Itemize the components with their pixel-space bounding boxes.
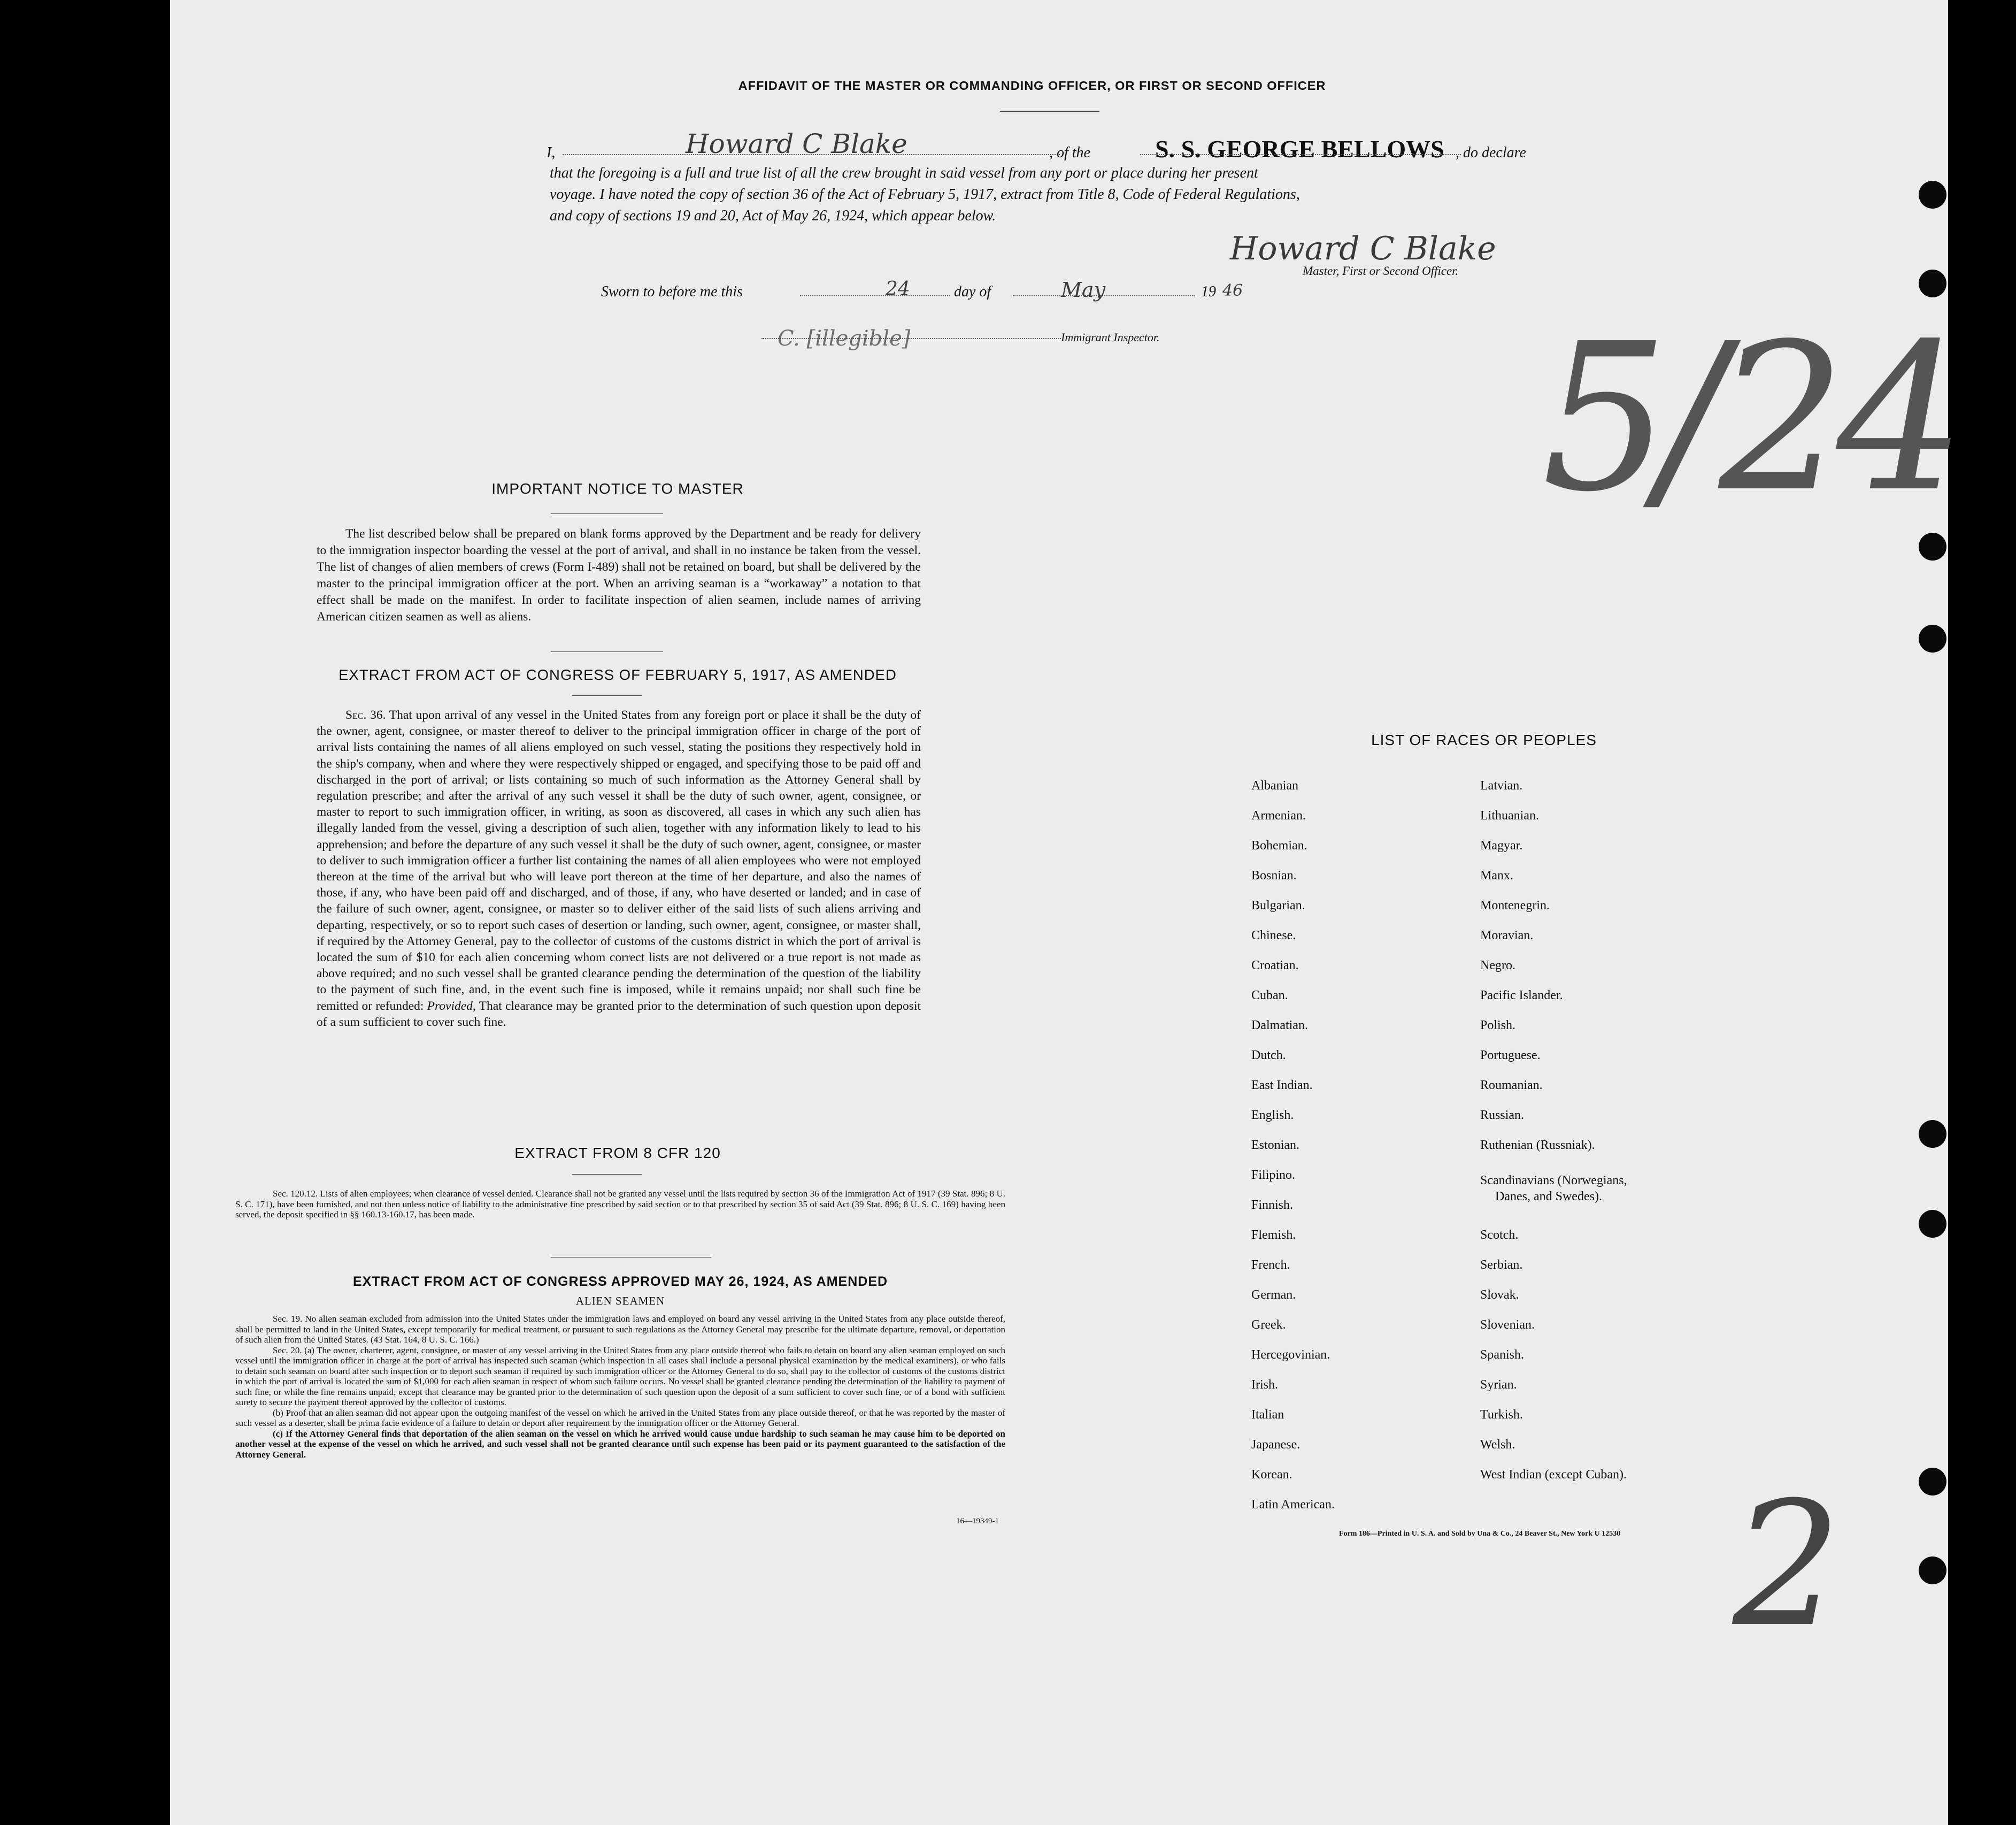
declaration-line-2: voyage. I have noted the copy of section 36 of the Act of February 5, 1917, extract from Title 8, Code of Federal Regulations,	[550, 186, 1300, 203]
race-item: Magyar.	[1480, 839, 1523, 853]
race-item: Negro.	[1480, 958, 1515, 972]
sec36-text-end: That clearance may be granted prior to the determination of such question upon deposit of a sum sufficient to cover such fine.	[317, 999, 921, 1029]
punch-hole	[1919, 533, 1946, 561]
race-item: German.	[1251, 1288, 1296, 1302]
race-item: Japanese.	[1251, 1438, 1301, 1452]
race-item: Roumanian.	[1480, 1078, 1543, 1092]
master-signature: Howard C Blake	[686, 128, 907, 159]
race-item: Scotch.	[1480, 1228, 1519, 1242]
sworn-day: 24	[886, 278, 910, 300]
race-item: Syrian.	[1480, 1378, 1517, 1392]
inspector-signature: C. [illegible]	[778, 326, 911, 351]
inspector-line	[761, 326, 1211, 369]
divider	[572, 1174, 642, 1175]
sec36-text: That upon arrival of any vessel in the United States from any foreign port or place it shall be the duty of the owner, agent, consignee, or master thereof to deliver to the principal immigration officer in charge of the port of arrival lists containing the names of all aliens employed on such vessel, stating the positions they respectively hold in the ship's company, when and where they were respectively shipped or engaged, and specifying those to be paid off and discharged in the port of arrival; or lists containing so much of such information as the Attorney General shall by regulation prescribe; and after the arrival of any such vessel it shall be the duty of such owner, agent, consignee, or master to report to such immigration officer, in writing, as soon as discovered, all cases in which any such alien has illegally landed from the vessel, giving a description of such alien, together with any information likely to lead to his apprehension; and before the departure of any such vessel it shall be the duty of such owner, agent, consignee, or master to deliver to such immigration officer a further list containing the names of all alien employees who were not employed thereon at the time of the arrival but who will leave port thereon at the time of her departure, and also the names of those, if any, who have been paid off and discharged, and of those, if any, who have deserted or landed; and in case of the failure of such owner, agent, consignee, or master so to deliver either of the said lists of such aliens arriving and departing, respectively, or so to report such cases of desertion or landing, such owner, agent, consignee, or master shall, if required by the Attorney General, pay to the collector of customs of the customs district in which the port of arrival is located the sum of $10 for each alien concerning whom correct lists are not delivered or a true report is not made as above required; and no such vessel shall be granted clearance pending the determination of the question of the liability to the payment of such fine, and, in the event such fine is imposed, while it remains unpaid; nor shall such fine be remitted or refunded:	[317, 708, 921, 1013]
race-item: Irish.	[1251, 1378, 1278, 1392]
race-item: Latvian.	[1480, 779, 1523, 793]
signature-dotline	[563, 154, 1060, 155]
declaration-line-1: that the foregoing is a full and true list of all the crew brought in said vessel from any port or place during her present	[550, 165, 1258, 181]
race-item: West Indian (except Cuban).	[1480, 1468, 1627, 1482]
signature-caption: Master, First or Second Officer.	[1303, 264, 1459, 278]
sec20a-text: Sec. 20. (a) The owner, charterer, agent, consignee, or master of any vessel arriving in the United States from any place outside thereof who fails to detain on board any alien seaman employed on such vessel until the immigration officer in charge at the port of arrival has inspected such seaman (which inspection in all cases shall include a personal physical examination by the medical examiners), or who fails to detain such seaman on board after such inspection or to deport such seaman if required by such immigration officer or the Attorney General to do so, shall pay to the collector of customs of the customs district in which the port of arrival is located the sum of $1,000 for each alien seaman in respect of whom such failure occurs. No vessel shall be granted clearance pending the determination of the liability to payment of such fine, or while the fine remains unpaid, except that clearance may be granted prior to the determination of such question upon the deposit of a sum sufficient to cover such fine, or of a bond with sufficient surety to secure the payment thereof approved by the collector of customs.	[235, 1345, 1005, 1407]
race-item: Portuguese.	[1480, 1048, 1541, 1062]
race-item: Bohemian.	[1251, 839, 1307, 853]
race-item: Dutch.	[1251, 1048, 1286, 1062]
divider	[1000, 111, 1099, 112]
extract-1924-body	[235, 1314, 1005, 1460]
race-item: Albanian	[1251, 779, 1298, 793]
year-prefix: 19	[1201, 283, 1216, 300]
race-item: Scandinavians (Norwegians,	[1480, 1174, 1627, 1187]
race-item: Italian	[1251, 1408, 1284, 1422]
race-item: French.	[1251, 1258, 1290, 1272]
race-item: Serbian.	[1480, 1258, 1523, 1272]
handwritten-date: 5/24	[1519, 300, 1975, 536]
declarant-line	[547, 128, 1557, 166]
sec36-label: Sec. 36.	[345, 708, 386, 722]
race-item: Dalmatian.	[1251, 1018, 1308, 1032]
race-item: Greek.	[1251, 1318, 1286, 1332]
punch-hole	[1919, 1120, 1946, 1148]
extract-cfr-body: Sec. 120.12. Lists of alien employees; when clearance of vessel denied. Clearance shall not be granted any vessel until the lists required by section 36 of the Immigration Act of 1917 (39 Stat. 896; 8 U. S. C. 171), have been furnished, and not then unless notice of liability to the administrative fine prescribed by said section or to that prescribed by section 35 of said Act (39 Stat. 896; 8 U. S. C. 169) having been served, the deposit specified in §§ 160.13-160.17, has been made.	[235, 1188, 1005, 1220]
race-item: Manx.	[1480, 869, 1513, 883]
race-item: Filipino.	[1251, 1168, 1296, 1182]
divider	[551, 651, 663, 652]
race-item: Lithuanian.	[1480, 809, 1539, 823]
notice-title: IMPORTANT NOTICE TO MASTER	[491, 480, 744, 497]
of-the-label: , of the	[1049, 144, 1090, 161]
year-suffix: 46	[1222, 281, 1243, 300]
races-title: LIST OF RACES OR PEOPLES	[1371, 732, 1597, 748]
divider	[551, 513, 663, 514]
handwritten-page-number: 2	[1733, 1466, 1842, 1665]
race-item: Flemish.	[1251, 1228, 1296, 1242]
extract-1924-subtitle: ALIEN SEAMEN	[575, 1294, 665, 1307]
race-item: Russian.	[1480, 1108, 1525, 1122]
sec20c-text: (c) If the Attorney General finds that deportation of the alien seaman on the vessel on which he arrived would cause undue hardship to such seaman he may cause him to be deported on another vessel at the expense of the vessel on which he arrived, and such vessel shall not be granted clearance until such expense has been paid or its payment guaranteed to the satisfaction of the Attorney General.	[235, 1428, 1005, 1460]
race-item: Welsh.	[1480, 1438, 1515, 1452]
punch-hole	[1919, 270, 1946, 297]
inspector-caption: Immigrant Inspector.	[1061, 331, 1160, 344]
notice-body: The list described below shall be prepared on blank forms approved by the Department and be ready for delivery to the immigration inspector boarding the vessel at the port of arrival, and shall in no instance be taken from the vessel. The list of changes of alien members of crews (Form I-489) shall not be retained on board, but shall be delivered by the master to the principal immigration officer at the port. When an arriving seaman is a “workaway” a notation to that effect shall be made on the manifest. In order to facilitate inspection of alien seamen, include names of arriving American citizen seamen as well as aliens.	[317, 527, 921, 624]
extract-cfr-title: EXTRACT FROM 8 CFR 120	[514, 1145, 721, 1161]
affidavit-title: AFFIDAVIT OF THE MASTER OR COMMANDING OFFICER, OR FIRST OR SECOND OFFICER	[738, 79, 1326, 93]
race-item: Spanish.	[1480, 1348, 1525, 1362]
race-item: Danes, and Swedes).	[1495, 1190, 1602, 1203]
race-item: Hercegovinian.	[1251, 1348, 1330, 1362]
punch-hole	[1919, 1468, 1946, 1496]
race-item: Latin American.	[1251, 1498, 1335, 1512]
sec20b-text: (b) Proof that an alien seaman did not appear upon the outgoing manifest of the vessel on which he arrived in the United States from any place outside thereof, or that he was reported by the master of such vessel as a deserter, shall be prima facie evidence of a failure to detain or deport after requirement by the immigration officer or the Attorney General.	[235, 1407, 1005, 1428]
punch-hole	[1919, 1210, 1946, 1238]
race-item: Pacific Islander.	[1480, 988, 1563, 1002]
race-item: Polish.	[1480, 1018, 1516, 1032]
sworn-line	[601, 278, 1269, 310]
declaration-text	[550, 163, 1555, 227]
race-item: Slovenian.	[1480, 1318, 1535, 1332]
race-item: Estonian.	[1251, 1138, 1299, 1152]
day-of-label: day of	[954, 283, 991, 300]
sworn-label: Sworn to before me this	[601, 283, 743, 300]
race-item: Korean.	[1251, 1468, 1292, 1482]
extract-1917-body	[317, 707, 921, 1030]
punch-hole	[1919, 625, 1946, 653]
race-item: Cuban.	[1251, 988, 1288, 1002]
vessel-name: S. S. GEORGE BELLOWS	[1155, 135, 1444, 163]
divider	[572, 695, 642, 696]
vessel-dotline	[1140, 154, 1461, 155]
extract-1924-title: EXTRACT FROM ACT OF CONGRESS APPROVED MAY 26, 1924, AS AMENDED	[352, 1274, 888, 1289]
race-item: Finnish.	[1251, 1198, 1294, 1212]
race-item: Slovak.	[1480, 1288, 1519, 1302]
extract-1917-title: EXTRACT FROM ACT OF CONGRESS OF FEBRUARY 5, 1917, AS AMENDED	[338, 666, 897, 683]
punch-hole	[1919, 1556, 1946, 1584]
declaration-line-3: and copy of sections 19 and 20, Act of May 26, 1924, which appear below.	[550, 208, 996, 224]
printer-footer: Form 186—Printed in U. S. A. and Sold by Una & Co., 24 Beaver St., New York U 12530	[1339, 1530, 1621, 1538]
sworn-month: May	[1061, 278, 1106, 302]
sec19-text: Sec. 19. No alien seaman excluded from admission into the United States under the immigration laws and employed on board any vessel arriving in the United States from any place outside thereof, shall be permitted to land in the United States, except temporarily for medical treatment, or pursuant to such regulations as the Attorney General may prescribe for the ultimate departure, removal, or deportation of such alien from the United States. (43 Stat. 164, 8 U. S. C. 166.)	[235, 1314, 1005, 1345]
master-signature-second: Howard C Blake	[1230, 230, 1496, 267]
race-item: Moravian.	[1480, 929, 1534, 942]
race-item: Bulgarian.	[1251, 899, 1305, 913]
punch-hole	[1919, 181, 1946, 209]
form-code: 16—19349-1	[956, 1517, 999, 1525]
race-item: Armenian.	[1251, 809, 1306, 823]
i-label: I,	[547, 144, 556, 161]
race-item: English.	[1251, 1108, 1294, 1122]
race-item: Bosnian.	[1251, 869, 1297, 883]
race-item: Chinese.	[1251, 929, 1296, 942]
do-declare-label: , do declare	[1456, 144, 1526, 161]
race-item: Montenegrin.	[1480, 899, 1550, 913]
proviso-label: Provided,	[427, 999, 476, 1013]
day-dotline	[800, 295, 950, 296]
race-item: Turkish.	[1480, 1408, 1523, 1422]
race-item: Croatian.	[1251, 958, 1299, 972]
race-item: East Indian.	[1251, 1078, 1313, 1092]
race-item: Ruthenian (Russniak).	[1480, 1138, 1595, 1152]
